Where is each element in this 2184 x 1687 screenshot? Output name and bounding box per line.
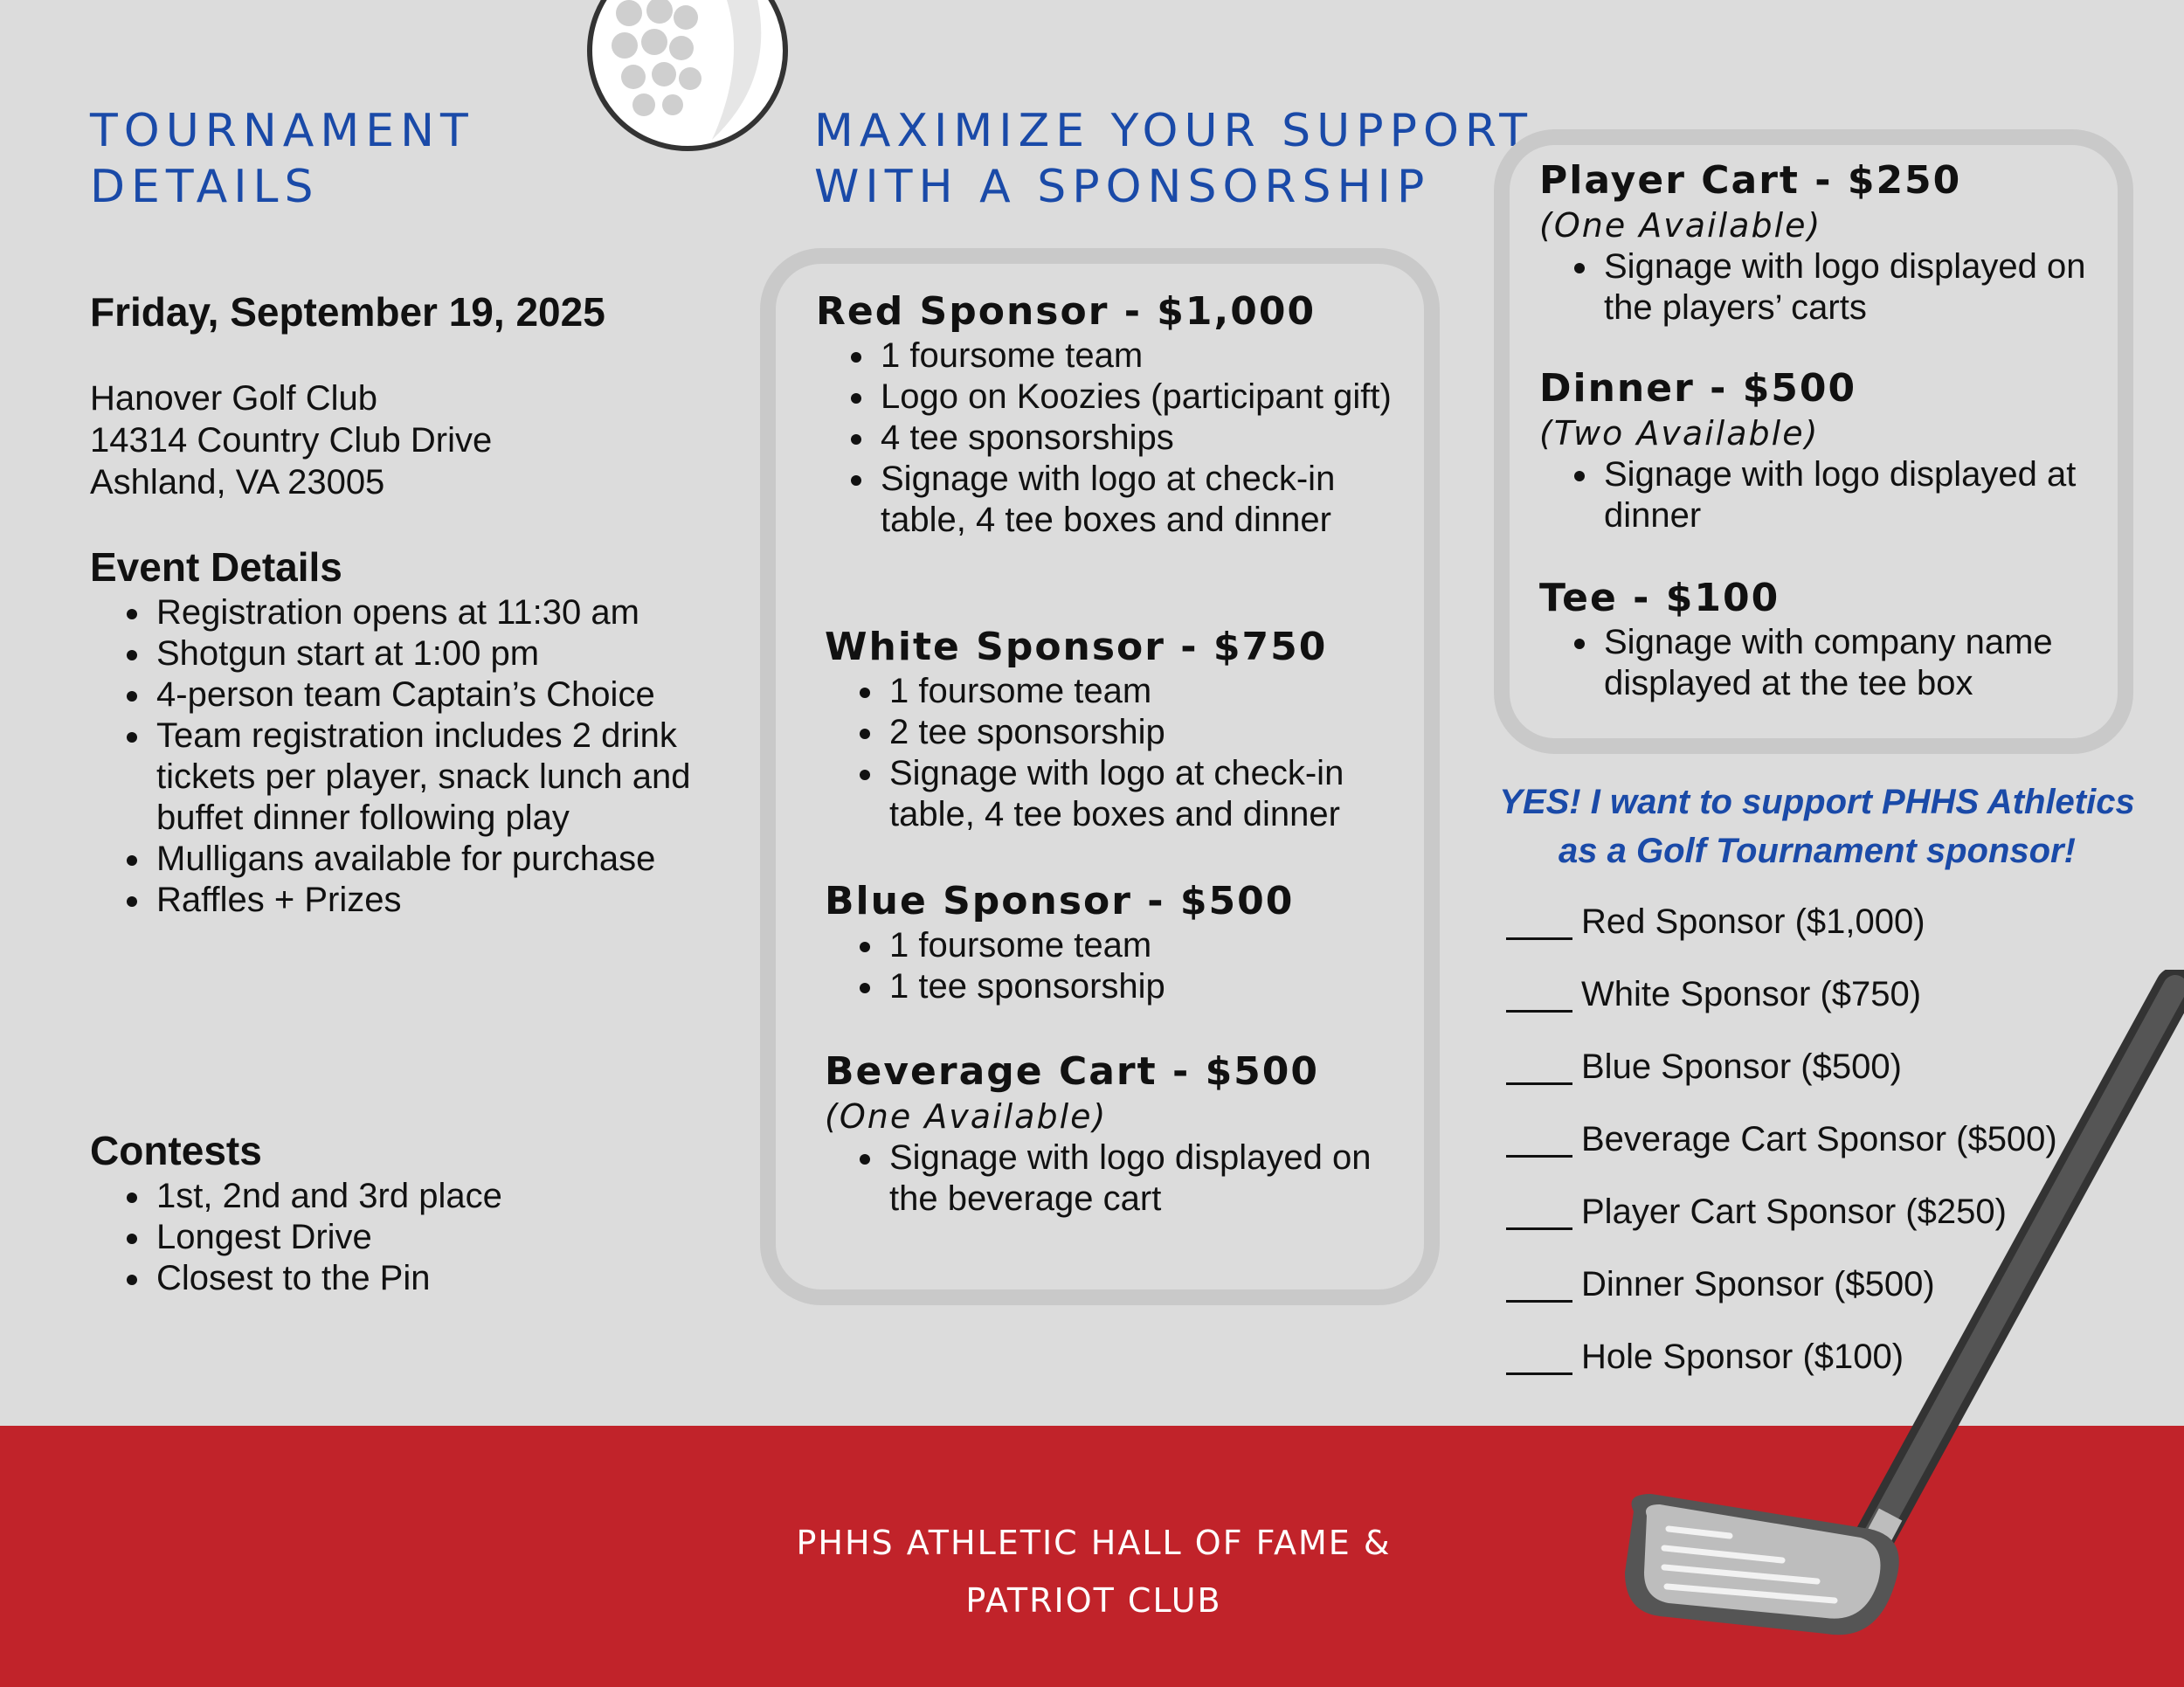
tier-title: White Sponsor - $750: [825, 625, 1328, 669]
list-item: • Mulligans available for purchase: [153, 839, 729, 880]
tier-title: Player Cart - $250: [1539, 158, 1962, 203]
tier-benefits: [1539, 246, 2116, 328]
list-item: • 4 tee sponsorships: [877, 418, 1427, 459]
golf-ball-icon: [581, 0, 799, 157]
tier-title: Beverage Cart - $500: [825, 1049, 1320, 1094]
list-item: • 1 tee sponsorship: [886, 966, 1427, 1007]
tier-title: Blue Sponsor - $500: [825, 879, 1295, 923]
checkbox-blank[interactable]: [1506, 1338, 1572, 1375]
footer-organization: PHHS ATHLETIC HALL OF FAME & PATRIOT CLUB: [796, 1524, 1392, 1620]
sponsorship-heading: MAXIMIZE YOUR SUPPORT WITH A SPONSORSHIP: [814, 105, 1533, 213]
tier-red-sponsor: [816, 288, 1427, 541]
list-item: • Logo on Koozies (participant gift): [877, 377, 1427, 418]
tier-benefits: [825, 1137, 1427, 1220]
checklist-item[interactable]: Player Cart Sponsor ($250): [1506, 1193, 2118, 1265]
tier-dinner: [1539, 365, 2116, 536]
checkbox-blank[interactable]: [1506, 1265, 1572, 1303]
tier-blue-sponsor: [825, 878, 1427, 1007]
list-item: • Signage with logo at check-in table, 4 tee boxes and dinner: [886, 753, 1427, 835]
tier-benefits: [825, 925, 1427, 1007]
tier-beverage-cart: [825, 1048, 1427, 1220]
tier-tee: [1539, 575, 2116, 704]
checklist-item[interactable]: Beverage Cart Sponsor ($500): [1506, 1120, 2118, 1193]
list-item: • 1 foursome team: [886, 925, 1427, 966]
tier-benefits: [816, 335, 1427, 541]
contests-list: [90, 1176, 729, 1299]
checkbox-blank[interactable]: [1506, 902, 1572, 940]
list-item: • Signage with logo at check-in table, 4 tee boxes and dinner: [877, 459, 1427, 541]
checkbox-blank[interactable]: [1506, 1047, 1572, 1085]
list-item: • 1 foursome team: [877, 335, 1427, 377]
list-item: • Team registration includes 2 drink tickets per player, snack lunch and buffet dinner following play: [153, 716, 729, 839]
venue-address: Hanover Golf Club 14314 Country Club Drive Ashland, VA 23005: [90, 379, 493, 501]
event-details-title: Event Details: [90, 544, 342, 590]
tier-availability: (One Available): [825, 1097, 1108, 1136]
tier-title: Dinner - $500: [1539, 366, 1857, 411]
checkbox-blank[interactable]: [1506, 1120, 1572, 1158]
list-item: • Registration opens at 11:30 am: [153, 592, 729, 633]
tier-availability: (One Available): [1539, 206, 1822, 245]
checkbox-blank[interactable]: [1506, 975, 1572, 1013]
tier-player-cart: [1539, 157, 2116, 328]
checkbox-blank[interactable]: [1506, 1193, 1572, 1230]
tier-benefits: [825, 671, 1427, 835]
tier-availability: (Two Available): [1539, 414, 1820, 453]
tournament-details-heading: TOURNAMENT DETAILS: [90, 105, 474, 213]
list-item: • 1st, 2nd and 3rd place: [153, 1176, 729, 1217]
list-item: • Shotgun start at 1:00 pm: [153, 633, 729, 674]
list-item: • Raffles + Prizes: [153, 880, 729, 921]
support-call-to-action: YES! I want to support PHHS Athletics as a Golf Tournament sponsor!: [1499, 783, 2135, 870]
list-item: • Longest Drive: [153, 1217, 729, 1258]
checklist-item[interactable]: Red Sponsor ($1,000): [1506, 902, 2118, 975]
event-date: Friday, September 19, 2025: [90, 289, 605, 335]
list-item: • Signage with logo displayed on the players’ carts: [1600, 246, 2116, 328]
list-item: • 1 foursome team: [886, 671, 1427, 712]
tier-title: Red Sponsor - $1,000: [816, 289, 1317, 334]
checklist-item[interactable]: White Sponsor ($750): [1506, 975, 2118, 1047]
checklist-item[interactable]: Dinner Sponsor ($500): [1506, 1265, 2118, 1338]
tier-benefits: [1539, 622, 2116, 704]
golf-club-icon: [1607, 970, 2184, 1651]
tier-title: Tee - $100: [1539, 576, 1780, 620]
list-item: • Signage with logo displayed at dinner: [1600, 454, 2116, 536]
checklist-item[interactable]: Blue Sponsor ($500): [1506, 1047, 2118, 1120]
checklist-item[interactable]: Hole Sponsor ($100): [1506, 1338, 2118, 1410]
list-item: • Signage with logo displayed on the beverage cart: [886, 1137, 1427, 1220]
event-details-list: [90, 592, 729, 921]
list-item: • Closest to the Pin: [153, 1258, 729, 1299]
contests-title: Contests: [90, 1128, 262, 1173]
list-item: • 2 tee sponsorship: [886, 712, 1427, 753]
tier-benefits: [1539, 454, 2116, 536]
list-item: • Signage with company name displayed at the tee box: [1600, 622, 2116, 704]
list-item: • 4-person team Captain’s Choice: [153, 674, 729, 716]
tier-white-sponsor: [825, 624, 1427, 835]
